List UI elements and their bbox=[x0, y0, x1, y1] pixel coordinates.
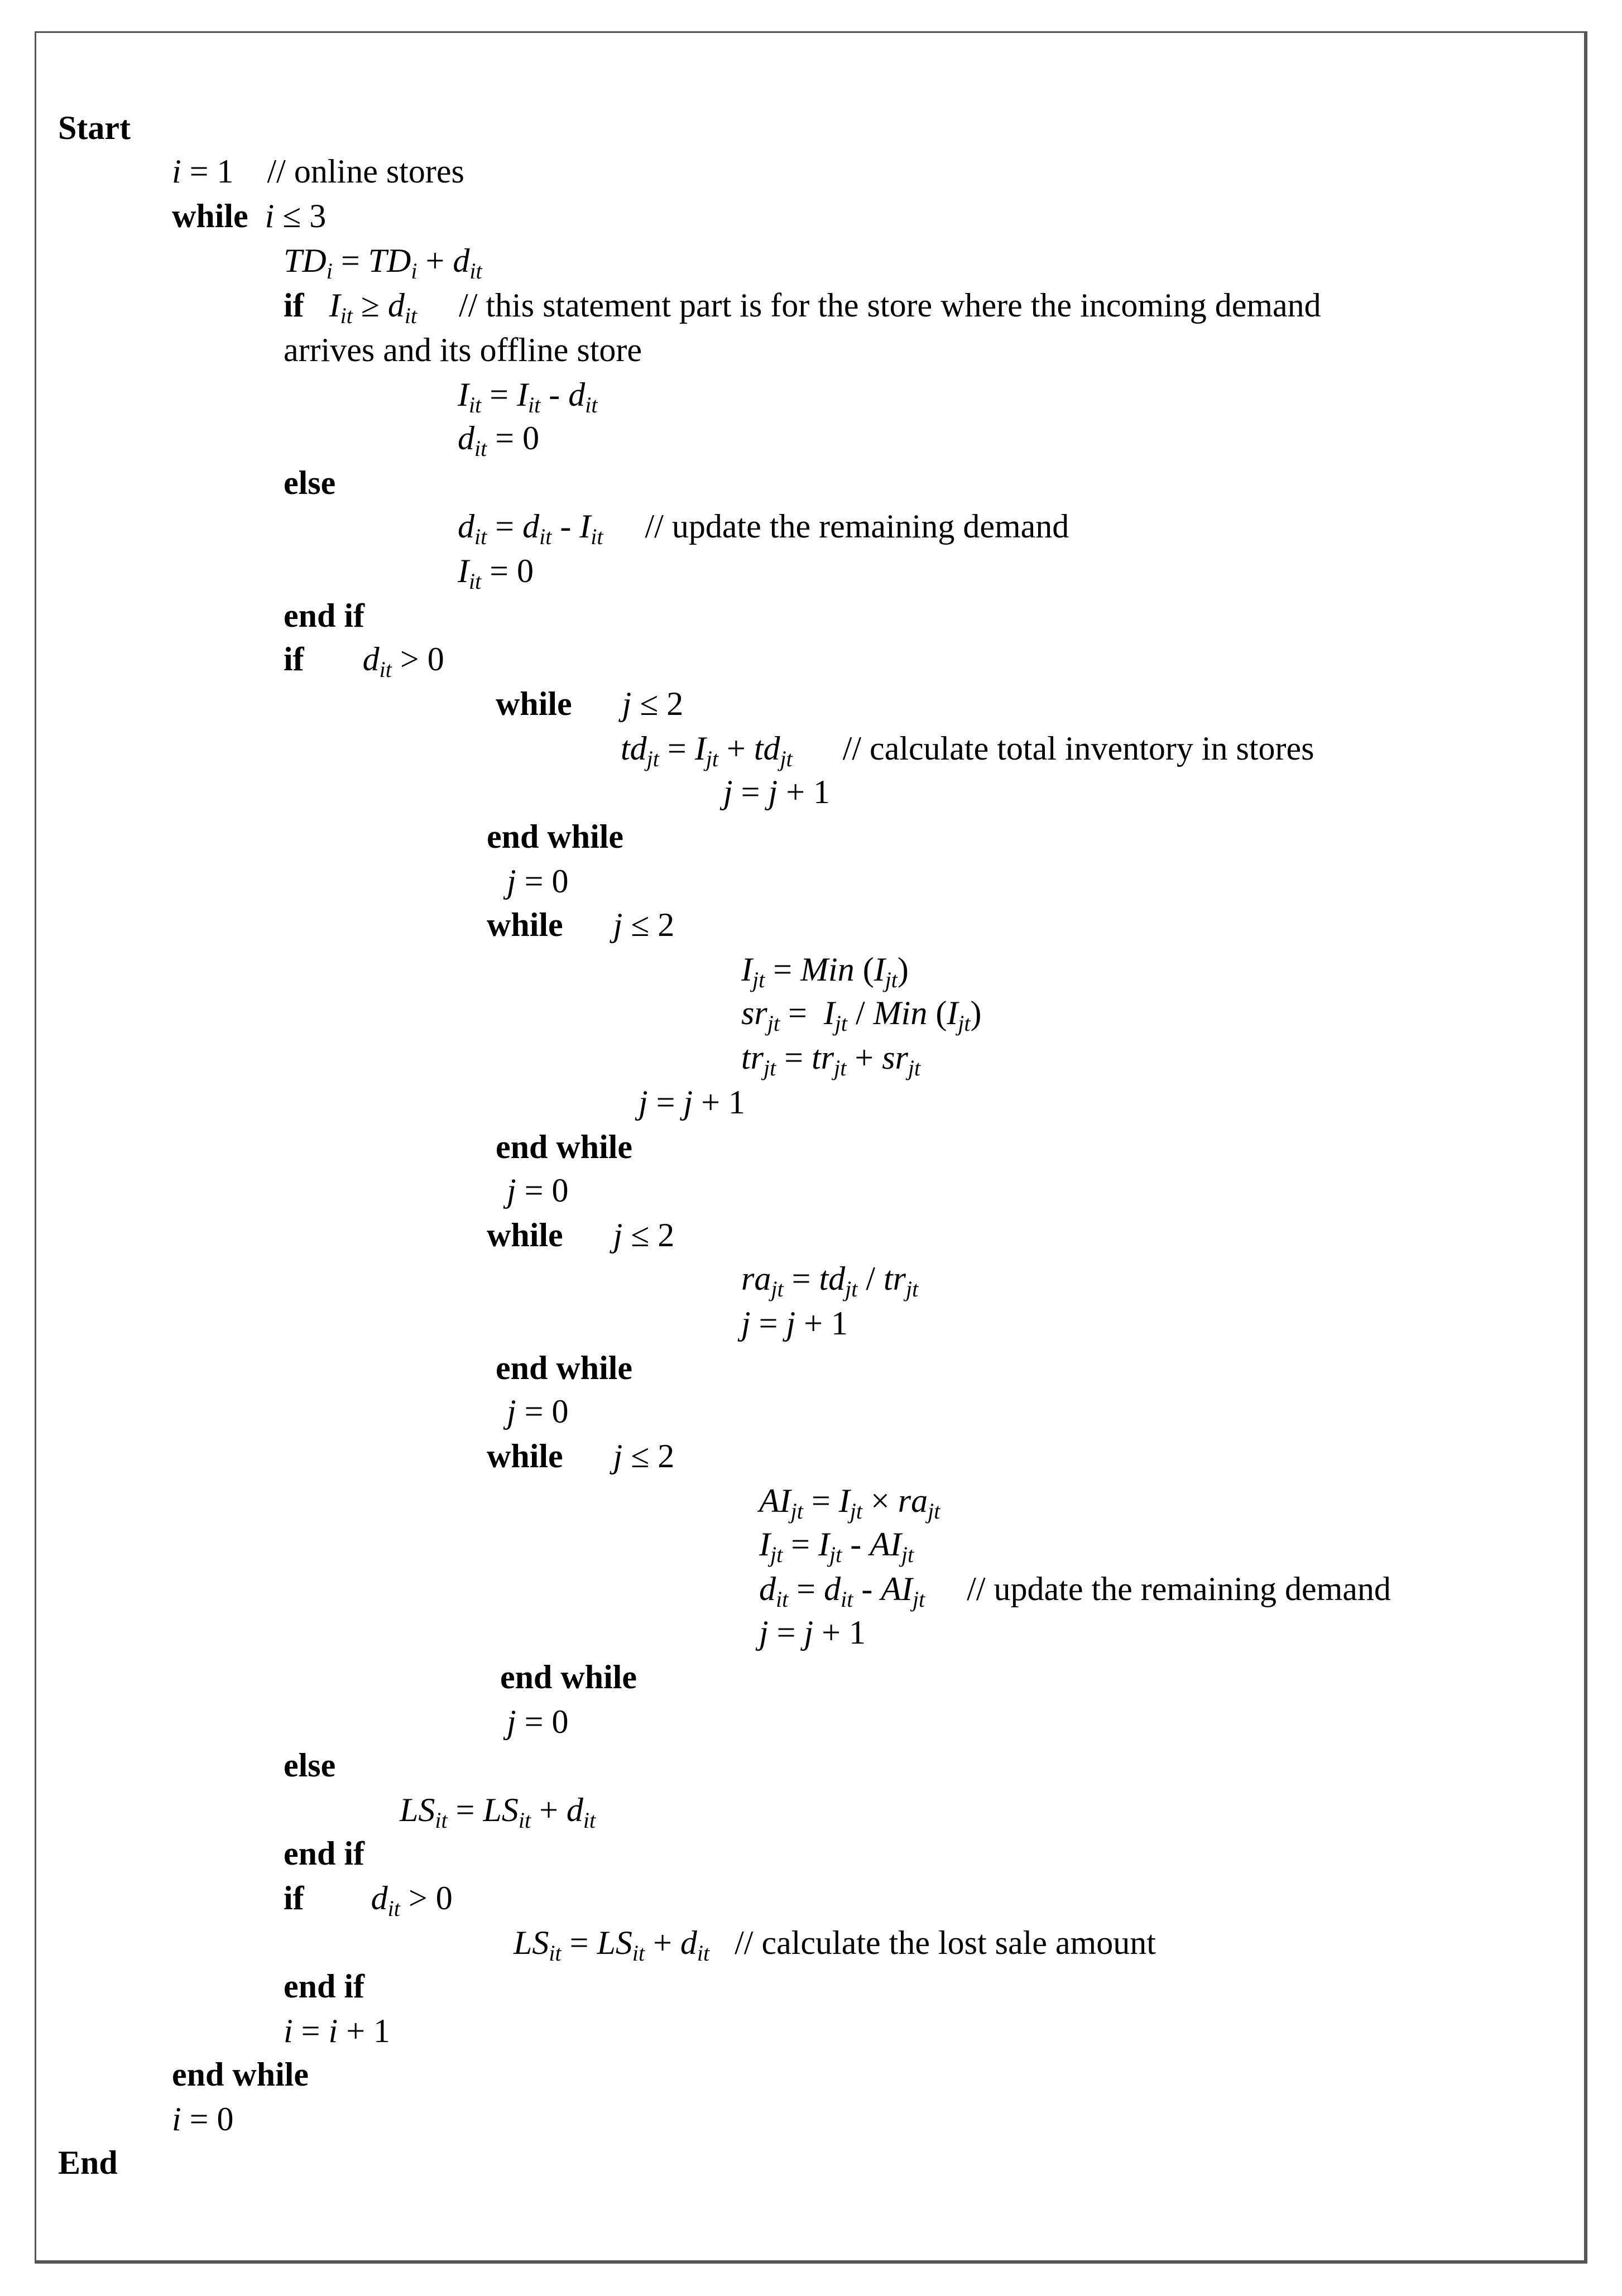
code-line: i = 0 bbox=[172, 2101, 234, 2138]
start-keyword: Start bbox=[58, 109, 131, 146]
code-line: $TD_i = TD_i + d_{it}$ bbox=[284, 242, 482, 284]
code-line: i = 1 // online stores bbox=[172, 153, 464, 190]
code-line: j = j + 1 bbox=[741, 1305, 848, 1342]
code-line: j = j + 1 bbox=[723, 774, 831, 810]
end-keyword: End bbox=[58, 2144, 118, 2181]
code-line: $I_{jt}$ = Min $(I_{jt})$ bbox=[741, 951, 909, 992]
code-line: while j ≤ 2 bbox=[496, 685, 684, 722]
code-line: end if bbox=[284, 1835, 365, 1872]
code-line: while j ≤ 2 bbox=[487, 1438, 675, 1474]
code-line: end while bbox=[496, 1349, 633, 1386]
code-line: if $I_{it} \ge d_{it}$ // this statement part is for the store where the incoming demand bbox=[284, 287, 1321, 328]
code-line: j = j + 1 bbox=[639, 1084, 746, 1121]
code-line: $td_{jt} = I_{jt} + td_{jt}$ // calculate total inventory in stores bbox=[621, 730, 1314, 771]
code-line: else bbox=[284, 464, 336, 501]
code-line: $I_{it} = 0$ bbox=[458, 553, 534, 594]
code-line: $LS_{it} = LS_{it} + d_{it}$ bbox=[400, 1791, 596, 1833]
code-line: end while bbox=[487, 818, 624, 855]
code-line: $AI_{jt} = I_{jt} \times ra_{jt}$ bbox=[759, 1482, 940, 1524]
code-line: $d_{it} = 0$ bbox=[458, 420, 540, 461]
code-line: $sr_{jt} = I_{jt}$ / Min $(I_{jt})$ bbox=[741, 995, 982, 1036]
code-line: j = 0 bbox=[507, 1172, 569, 1209]
code-line: while j ≤ 2 bbox=[487, 1217, 675, 1253]
code-line: $I_{it} = I_{it} - d_{it}$ bbox=[458, 376, 598, 417]
code-line: $d_{it} = d_{it} - AI_{jt}$ // update the remaining demand bbox=[759, 1570, 1391, 1612]
code-line: i = i + 1 bbox=[284, 2012, 391, 2049]
code-line: j = 0 bbox=[507, 1703, 569, 1740]
code-line: end if bbox=[284, 1968, 365, 2005]
code-line: j = 0 bbox=[507, 1393, 569, 1430]
code-line: while i ≤ 3 bbox=[172, 198, 327, 234]
code-line: arrives and its offline store bbox=[284, 332, 642, 368]
code-line: end while bbox=[172, 2056, 309, 2093]
code-line: while j ≤ 2 bbox=[487, 906, 675, 943]
code-line: end while bbox=[496, 1128, 633, 1165]
code-line: j = j + 1 bbox=[759, 1614, 866, 1651]
code-line: else bbox=[284, 1747, 336, 1784]
code-line: j = 0 bbox=[507, 863, 569, 900]
code-line: $I_{jt} = I_{jt} - AI_{jt}$ bbox=[759, 1526, 914, 1567]
code-line: if $d_{it} > 0$ bbox=[284, 641, 444, 682]
code-line: end while bbox=[500, 1659, 637, 1695]
code-line: $d_{it} = d_{it} - I_{it}$ // update the remaining demand bbox=[458, 508, 1069, 549]
code-line: $ra_{jt} = td_{jt} / tr_{jt}$ bbox=[741, 1260, 919, 1301]
code-line: end if bbox=[284, 597, 365, 634]
code-line: $tr_{jt} = tr_{jt} + sr_{jt}$ bbox=[741, 1039, 921, 1080]
code-line: if $d_{it} > 0$ bbox=[284, 1880, 453, 1921]
code-line: $LS_{it} = LS_{it} + d_{it}$ // calculate the lost sale amount bbox=[514, 1924, 1156, 1966]
